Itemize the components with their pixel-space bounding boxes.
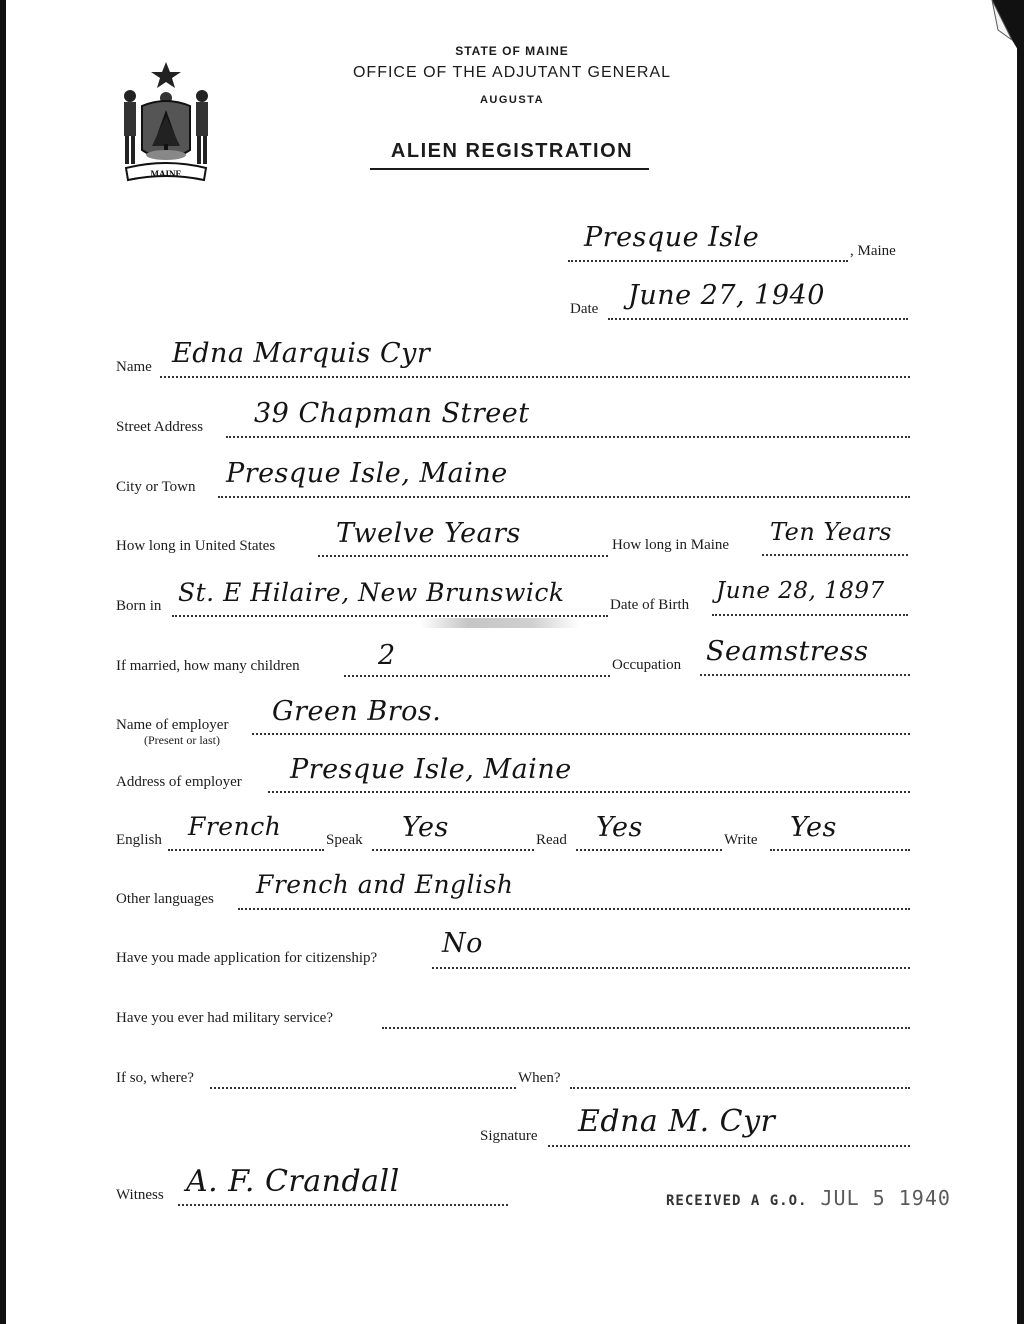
write-label: Write: [724, 832, 758, 848]
received-stamp: [666, 1186, 951, 1210]
speak-value: Yes: [402, 812, 449, 843]
citizenship-value: No: [442, 928, 483, 959]
write-line: [770, 849, 910, 851]
military-line: [382, 1027, 910, 1029]
place-value: Presque Isle: [584, 222, 760, 253]
date-of-birth-value: June 28, 1897: [716, 578, 885, 604]
born-in-line: [172, 615, 608, 617]
witness-line: [178, 1204, 508, 1206]
employer-address-line: [268, 791, 910, 793]
date-value: June 27, 1940: [628, 280, 825, 311]
english-label: English: [116, 832, 162, 848]
citizenship-label: Have you made application for citizenship?: [116, 950, 378, 966]
date-of-birth-label: Date of Birth: [610, 597, 690, 613]
signature-label: Signature: [480, 1128, 538, 1144]
street-address-label: Street Address: [116, 419, 204, 435]
born-in-label: Born in: [116, 598, 162, 614]
title-underline: [370, 168, 649, 170]
date-line: [608, 318, 908, 320]
where-label: If so, where?: [116, 1070, 194, 1086]
place-suffix: , Maine: [850, 243, 896, 259]
city-label: City or Town: [116, 479, 196, 495]
name-value: Edna Marquis Cyr: [172, 338, 431, 369]
military-label: Have you ever had military service?: [116, 1010, 333, 1026]
seal-text: MAINE: [150, 169, 182, 179]
witness-label: Witness: [116, 1187, 164, 1203]
city-line: [218, 496, 910, 498]
received-stamp-label: RECEIVED A G.O.: [666, 1193, 808, 1209]
other-languages-label: Other languages: [116, 891, 214, 907]
speak-label: Speak: [326, 832, 363, 848]
occupation-value: Seamstress: [706, 636, 869, 667]
read-label: Read: [536, 832, 567, 848]
ink-smudge: [420, 618, 580, 628]
header-state: STATE OF MAINE: [455, 44, 569, 58]
employer-label: Name of employer: [116, 717, 229, 733]
english-value: French: [188, 812, 282, 841]
speak-line: [372, 849, 534, 851]
date-label: Date: [570, 301, 599, 317]
when-label: When?: [518, 1070, 561, 1086]
header-office: OFFICE OF THE ADJUTANT GENERAL: [352, 64, 672, 81]
english-line: [168, 849, 324, 851]
signature-line: [548, 1145, 910, 1147]
read-line: [576, 849, 722, 851]
header-city: AUGUSTA: [479, 94, 545, 106]
how-long-maine-value: Ten Years: [770, 518, 892, 546]
occupation-label: Occupation: [612, 657, 682, 673]
form-title: ALIEN REGISTRATION: [390, 140, 634, 162]
street-address-value: 39 Chapman Street: [254, 398, 530, 429]
employer-address-label: Address of employer: [116, 774, 242, 790]
read-value: Yes: [596, 812, 643, 843]
write-value: Yes: [790, 812, 837, 843]
how-long-us-value: Twelve Years: [336, 518, 521, 549]
employer-line: [252, 733, 910, 735]
name-label: Name: [116, 359, 152, 375]
how-long-maine-label: How long in Maine: [612, 537, 730, 553]
witness-value: A. F. Crandall: [186, 1164, 400, 1199]
place-line: [568, 260, 848, 262]
how-long-us-line: [318, 555, 608, 557]
name-line: [160, 376, 910, 378]
employer-sublabel: (Present or last): [144, 733, 220, 747]
signature-value: Edna M. Cyr: [578, 1104, 776, 1139]
scan-edge-right: [1017, 0, 1024, 1324]
how-long-maine-line: [762, 554, 908, 556]
street-address-line: [226, 436, 910, 438]
when-line: [570, 1087, 910, 1089]
where-line: [210, 1087, 516, 1089]
other-languages-value: French and English: [256, 870, 514, 899]
other-languages-line: [238, 908, 910, 910]
citizenship-line: [432, 967, 910, 969]
city-value: Presque Isle, Maine: [226, 458, 508, 489]
employer-address-value: Presque Isle, Maine: [290, 754, 572, 785]
scan-edge-left: [0, 0, 6, 1324]
received-stamp-date: JUL 5 1940: [820, 1186, 951, 1210]
children-line: [344, 675, 610, 677]
children-value: 2: [378, 640, 396, 671]
how-long-us-label: How long in United States: [116, 538, 276, 554]
date-of-birth-line: [712, 614, 908, 616]
occupation-line: [700, 674, 910, 676]
employer-value: Green Bros.: [272, 696, 442, 727]
children-label: If married, how many children: [116, 658, 300, 674]
born-in-value: St. E Hilaire, New Brunswick: [178, 578, 565, 607]
